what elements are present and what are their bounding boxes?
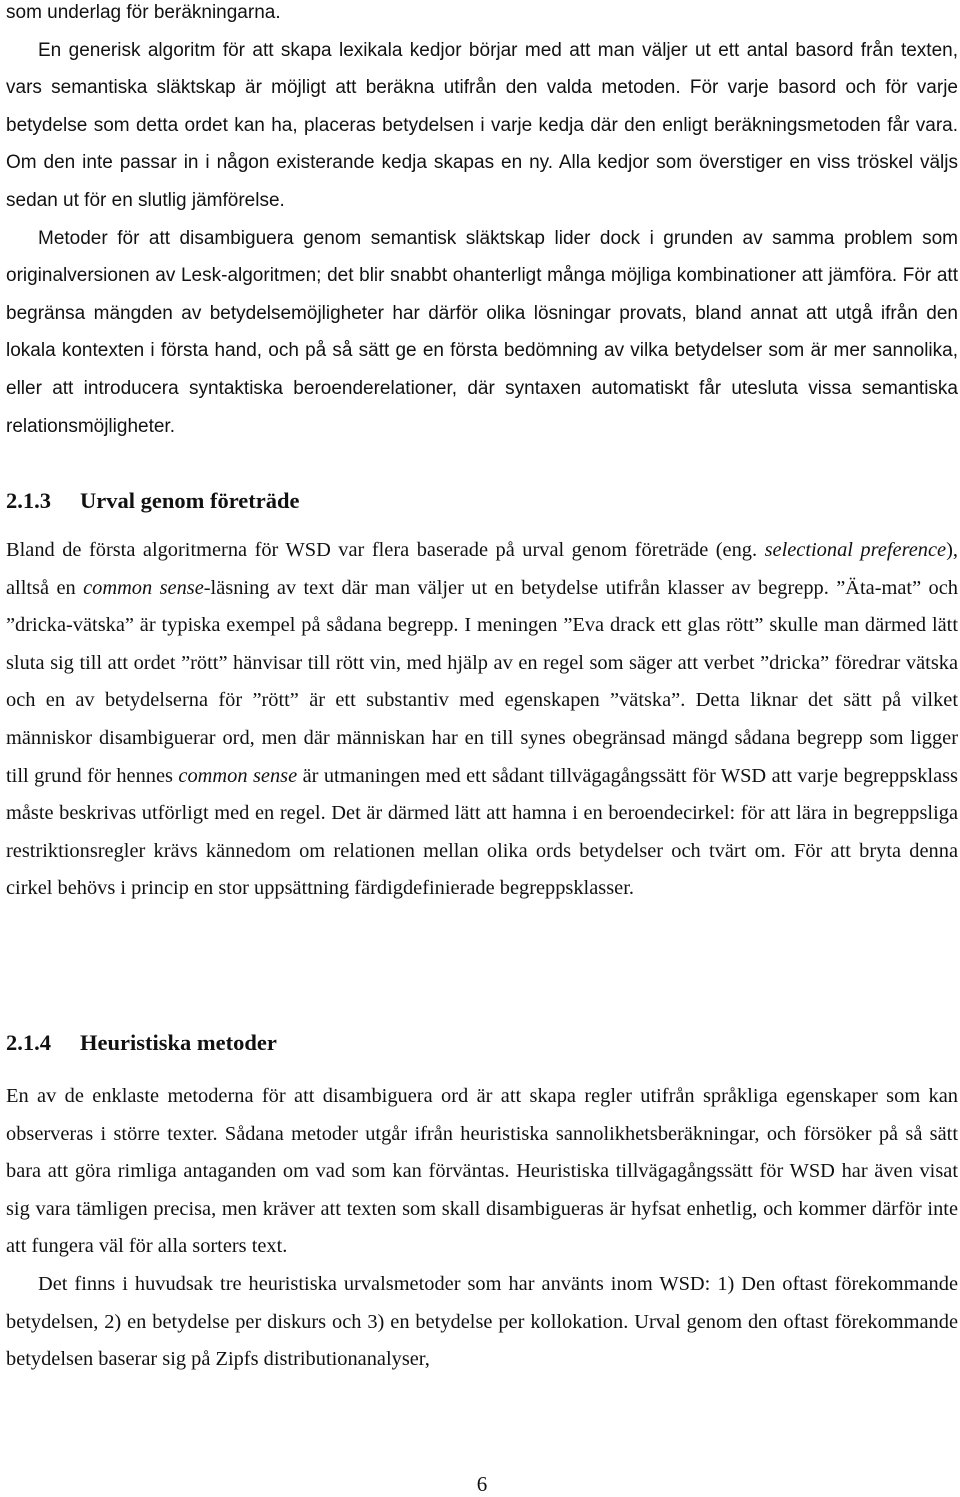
section-heading-2-1-3 — [6, 486, 300, 516]
italic-term: common sense — [178, 764, 298, 787]
section-2-1-4-paragraph-2: Det finns i huvudsak tre heuristiska urvalsmetoder som har använts inom WSD: 1) Den oftast förekommande betydelsen, 2) en betydelse per diskurs och 3) en betydelse per kollokation. Urval genom den oftast förekommande betydelsen baserar sig på Zipfs distributionanalyser, — [6, 1272, 958, 1371]
intro-continuation: som underlag för beräkningarna. — [6, 2, 281, 23]
text-run: Bland de första algoritmerna för WSD var flera baserade på urval genom företräde (eng. — [6, 539, 765, 561]
intro-block — [6, 0, 958, 445]
document-page — [6, 0, 958, 1496]
text-run: är utmaningen med ett sådant tillvägagångssätt för WSD att varje begreppsklass måste beskrivas utförligt med en regel. Det är därmed lätt att hamna i en beroendecirkel: för att lära in begreppsliga restriktionsregler krävs kännedom om relationen mellan olika ords betydelser och tvärt om. För att bryta denna cirkel behövs i princip en stor uppsättning färdigdefinierade begreppsklasser. — [6, 764, 958, 900]
intro-paragraph-2: Metoder för att disambiguera genom semantisk släktskap lider dock i grunden av samma problem som originalversionen av Lesk-algoritmen; det blir snabbt ohanterligt många möjliga kombinationer att jämföra. För att begränsa mängden av betydelsemöjligheter har därför olika lösningar provats, bland annat att utgå ifrån den lokala kontexten i första hand, och på så sätt ge en första bedömning av vilka betydelser som är mer sannolika, eller att introducera syntaktiska beroenderelationer, där syntaxen automatiskt får utesluta vissa semantiska relationsmöjligheter. — [6, 227, 958, 437]
text-run: ), alltså en — [6, 539, 958, 599]
section-2-1-3-paragraph — [6, 532, 958, 908]
section-2-1-4-paragraph-1: En av de enklaste metoderna för att disambiguera ord är att skapa regler utifrån språkliga egenskaper som kan observeras i större texter. Sådana metoder utgår ifrån heuristiska sannolikhetsberäkningar, och försöker på så sätt bara att göra rimliga antaganden om vad som kan förväntas. Heuristiska tillvägagångssätt för WSD har även visat sig vara tämligen precisa, men kräver att texten som skall disambigueras är hyfsat enhetlig, och kommer därför inte att fungera väl för alla sorters text. — [6, 1085, 958, 1258]
italic-term: common sense — [83, 576, 204, 599]
section-heading-2-1-4 — [6, 1028, 277, 1058]
text-run: -läsning av text där man väljer ut en betydelse utifrån klasser av begrepp. ”Äta-mat” och ”dricka-vätska” är typiska exempel på sådana begrepp. I meningen ”Eva drack ett glas rött” skulle man därmed lätt sluta sig till att ordet ”rött” hänvisar till rött vin, med hjälp av en regel som säger att verbet ”dricka” föredrar vätska och en av betydelserna för ”rött” är ett substantiv med egenskapen ”vätska”. Detta liknar det sätt på vilket människor disambiguerar ord, men där människan har en till synes obegränsad mängd sådana begrepp som ligger till grund för hennes — [6, 576, 958, 787]
section-title: Urval genom företräde — [80, 488, 300, 513]
italic-term: selectional preference — [764, 539, 947, 561]
section-number: 2.1.3 — [6, 488, 51, 513]
page-number: 6 — [476, 1472, 488, 1496]
intro-paragraph-1: En generisk algoritm för att skapa lexikala kedjor börjar med att man väljer ut ett antal basord från texten, vars semantiska släktskap är möjligt att beräkna utifrån den valda metoden. För varje basord och för varje betydelse som detta ordet kan ha, placeras betydelsen i varje kedja där den enligt beräkningsmetoden får vara. Om den inte passar in i någon existerande kedja skapas en ny. Alla kedjor som överstiger en viss tröskel väljs sedan ut för en slutlig jämförelse. — [6, 39, 958, 211]
section-title: Heuristiska metoder — [80, 1030, 277, 1055]
section-2-1-4-body — [6, 1078, 958, 1379]
section-number: 2.1.4 — [6, 1030, 51, 1055]
section-2-1-3-body — [6, 532, 958, 908]
